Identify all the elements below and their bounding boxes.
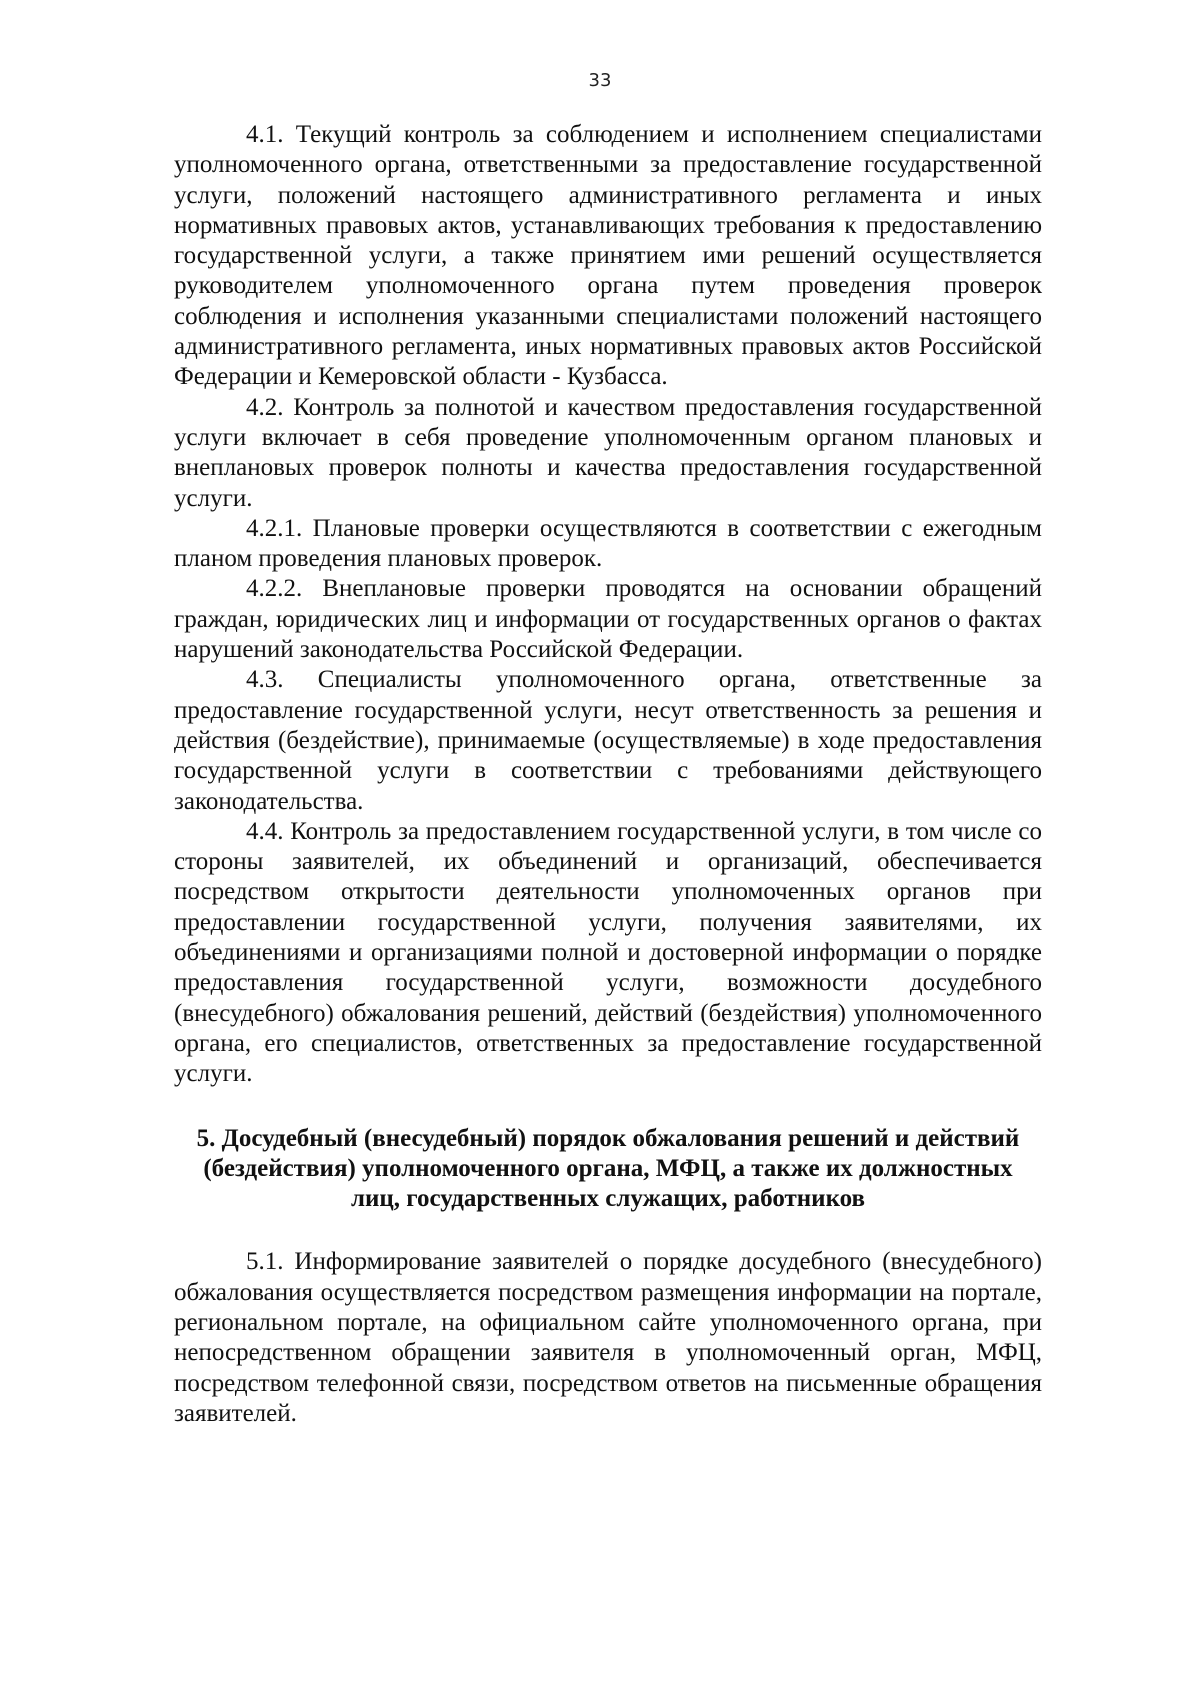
- paragraph-4-2-1: 4.2.1. Плановые проверки осуществляются в соответствии с ежегодным планом проведения плановых проверок.: [174, 514, 1042, 573]
- paragraph-4-4: 4.4. Контроль за предоставлением государственной услуги, в том числе со стороны заявителей, их объединений и организаций, обеспечивается посредством открытости деятельности уполномоченных органов при предоставлении государственной услуги, получения заявителями, их объединениями и организациями полной и достоверной информации о порядке предоставления государственной услуги, возможности досудебного (внесудебного) обжалования решений, действий (бездействия) уполномоченного органа, его специалистов, ответственных за предоставление государственной услуги.: [174, 817, 1042, 1088]
- paragraph-4-3: 4.3. Специалисты уполномоченного органа, ответственные за предоставление государственной услуги, несут ответственность за решения и действия (бездействие), принимаемые (осуществляемые) в ходе предоставления государственной услуги в соответствии с требованиями действующего законодательства.: [174, 666, 1042, 815]
- paragraph-4-2: 4.2. Контроль за полнотой и качеством предоставления государственной услуги включает в себя проведение уполномоченным органом плановых и внеплановых проверок полноты и качества предоставления государственной услуги.: [174, 393, 1042, 512]
- section-5-heading: [174, 1124, 1042, 1215]
- section-5-heading-line-1: 5. Досудебный (внесудебный) порядок обжалования решений и действий: [196, 1124, 1020, 1152]
- paragraph-4-1: 4.1. Текущий контроль за соблюдением и исполнением специалистами уполномоченного органа, ответственными за предоставление государственной услуги, положений настоящего административного регламента и иных нормативных правовых актов, устанавливающих требования к предоставлению государственной услуги, а также принятием ими решений осуществляется руководителем уполномоченного органа путем проведения проверок соблюдения и исполнения указанными специалистами положений настоящего административного регламента, иных нормативных правовых актов Российской Федерации и Кемеровской области - Кузбасса.: [174, 121, 1042, 391]
- paragraph-4-2-2: 4.2.2. Внеплановые проверки проводятся на основании обращений граждан, юридических лиц и информации от государственных органов о фактах нарушений законодательства Российской Федерации.: [174, 575, 1042, 664]
- section-5-heading-line-2: (бездействия) уполномоченного органа, МФЦ, а также их должностных: [203, 1154, 1013, 1182]
- section-5-heading-line-3: лиц, государственных служащих, работников: [350, 1185, 866, 1213]
- paragraph-5-1: 5.1. Информирование заявителей о порядке досудебного (внесудебного) обжалования осуществляется посредством размещения информации на портале, региональном портале, на официальном сайте уполномоченного органа, при непосредственном обращении заявителя в уполномоченный орган, МФЦ, посредством телефонной связи, посредством ответов на письменные обращения заявителей.: [174, 1248, 1042, 1427]
- document-body: [174, 120, 1042, 1429]
- page-number: 33: [588, 70, 612, 91]
